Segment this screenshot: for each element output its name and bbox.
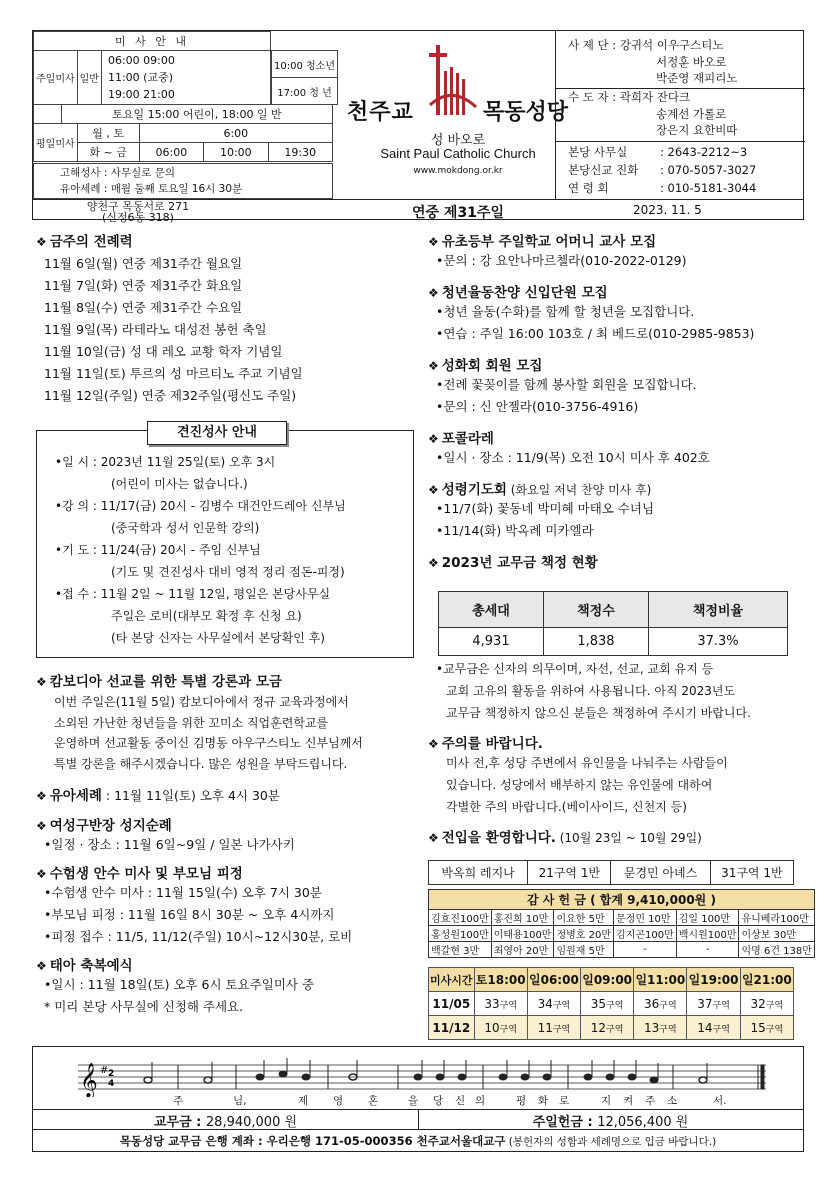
svg-text:4: 4: [108, 1079, 115, 1089]
confession-info: 고해성사 : 사무실로 문의: [60, 167, 175, 179]
welcome-table: 박옥희 레지나 21구역 1반 문경민 아녜스 31구역 1반: [428, 860, 794, 885]
dues-table: 총세대 책정수 책정비율 4,931 1,838 37.3%: [438, 591, 788, 656]
left-column-lower: ❖ 캄보디아 선교를 위한 특별 강론과 모금 이번 주일은(11월 5일) 캄보디아에서 정규 교육과정에서 소외된 가난한 청년들을 위한 꼬미소 직업훈련학교를 운영하며 선교활동 중이신 김명동 아우구스티노 신부님께서 특별 강론을 해주시겠습니다. 많은 성원을 부탁드립니다. ❖ 유아세례 : 11월 11일(토) 오후 4시 30분 ❖ 여성구반장 성지순례 • 일정 · 장소 : 11월 6일~9일 / 일본 나가사키 ❖ 수험생 안수 미사 및 부모님 피정 • 수험생 안수 미사 : 11월 15일(수) 오후 7시 30분 • 부모님 피정 : 11월 16일 8시 30분 ~ 오후 4시까지 • 피정 접수 : 11/5, 11/12(주일) 10시~12시30분, 로비 ❖ 태아 축복예식 • 일시 : 11월 18일(토) 오후 6시 토요주일미사 중 * 미리 본당 사무실에 신청해 주세요.: [36, 670, 421, 1018]
patron-english: Saint Paul Catholic Church: [380, 146, 536, 161]
list-item: 11월 11일(토) 투르의 성 마르티노 주교 기념일: [44, 366, 303, 381]
cross-church-icon: [426, 45, 478, 117]
footer-box: [32, 1046, 804, 1152]
left-column: [36, 230, 416, 407]
right-column: ❖ 유초등부 주일학교 어머니 교사 모집 • 문의 : 강 요안나마르첼라(010-2022-0129) ❖ 청년율동찬양 신입단원 모집 • 청년 율동(수화)를 함께 할 청년을 모집합니다. • 연습 : 주일 16:00 103호 / 최 베드로(010-2985-9853) ❖ 성화회 회원 모집 • 전례 꽃꽂이를 함께 봉사할 회원을 모집합니다. • 문의 : 신 안젤라(010-3756-4916) ❖ 포콜라레 • 일시 · 장소 : 11/9(목) 오전 10시 미사 후 402호 ❖ 성령기도회 (화요일 저녁 찬양 미사 후) • 11/7(화) 꽃동네 박미혜 마태오 수녀님 • 11/14(화) 박옥례 미카엘라 ❖ 2023년 교무금 책정 현황: [428, 230, 798, 571]
dues-total: 교무금 : 28,940,000 원: [153, 1115, 298, 1130]
right-column-lower: • 교무금은 신자의 의무이며, 자선, 선교, 교회 유지 등 교회 고유의 활동을 위하여 사용됩니다. 아직 2023년도 교무금 책정하지 않으신 분들은 책정하여 주시기 바랍니다. ❖ 주의를 바랍니다. 미사 전,후 성당 주변에서 유인물을 나눠주는 사람들이 있습니다. 성당에서 배부하지 않는 유인물에 대하여 각별한 주의 바랍니다.(베이사이드, 신천지 등) ❖ 전입을 환영합니다. (10월 23일 ~ 10월 29일): [428, 658, 798, 846]
welcome-heading: ❖ 전입을 환영합니다. (10월 23일 ~ 10월 29일): [428, 830, 702, 846]
sunday-title: 연중 제31주일: [412, 205, 504, 221]
youth-choir-heading: ❖ 청년율동찬양 신입단원 모집: [428, 285, 608, 301]
pilgrimage-heading: ❖ 여성구반장 성지순례: [36, 818, 172, 834]
sat-row: 토요일 15:00 어린이, 18:00 일 반: [33, 104, 333, 124]
staff-box: [555, 31, 804, 199]
thanks-offering-table: 감 사 헌 금 ( 합계 9,410,000원 ) 김효진100만 홍진희 10만 이요한 5만 문정민 10만 김일 100만 유니베라100만 홍성원100만 이태용100만 정병호 20만 김지곤100만 백시원100만 이상보 30만 백갈현 3만 최영아 20만 임원재 5만 - - 익명 6건 138만: [428, 889, 815, 958]
infant-baptism-info: 유아세례 : 매월 둘째 토요일 16시 30분: [60, 183, 243, 195]
flower-heading: ❖ 성화회 회원 모집: [428, 358, 543, 374]
church-name-right: 목동성당: [483, 100, 569, 125]
regular-label: 일반: [77, 51, 101, 105]
mass-zone-table: 미사시간 토18:00 일06:00 일09:00 일11:00 일19:00 일21:00 11/05 33구역 34구역 35구역 36구역 37구역 32구역 11/12 10구역 11구역 12구역 13구역 14구역 15구역: [428, 967, 794, 1040]
confirmation-box: 견진성사 안내 • 일 시 : 2023년 11월 25일(토) 오후 3시 (어린이 미사는 없습니다.) • 강 의 : 11/17(금) 20시 - 김병수 대건안드레아 신부님 (중국학과 성서 인문학 강의) • 기 도 : 11/24(금) 20시 - 주임 신부님 (기도 및 견진성사 대비 영적 정리 점돈-피정) • 접 수 : 11월 2일 ~ 11월 12일, 평일은 본당사무실 주일은 로비(대부모 확정 후 신청 요) (타 본당 신자는 사무실에서 본당확인 후): [36, 430, 414, 658]
music-staff-icon: [78, 1057, 768, 1097]
header-box: [32, 30, 804, 224]
feasts-heading: ❖ 금주의 전례력: [36, 234, 133, 250]
fetus-blessing-heading: ❖ 태아 축복예식: [36, 958, 133, 974]
sunday-school-heading: ❖ 유초등부 주일학교 어머니 교사 모집: [428, 234, 657, 250]
list-item: 11월 10일(금) 성 대 레오 교황 학자 기념일: [44, 344, 283, 359]
sunday-special: 10:00 청소년 17:00 청 년: [271, 50, 338, 105]
feasts-list: [36, 253, 416, 407]
mass-schedule-title: 미 사 안 내: [34, 32, 271, 51]
exam-mass-heading: ❖ 수험생 안수 미사 및 부모님 피정: [36, 866, 243, 882]
address: 양천구 목동서로 271 (신정6동 318): [86, 200, 190, 224]
priests: 사 제 단 : 강귀석 이우구스티노 서정훈 바오로 박준영 재피리노: [568, 38, 738, 85]
contacts: 본당 사무실 : 2643-2212~3 본당신교 진화 : 070-5057-3027 연 령 회 : 010-5181-3044: [568, 145, 757, 195]
list-item: 11월 6일(월) 연중 제31주간 월요일: [44, 256, 243, 271]
confirmation-title: 견진성사 안내: [147, 421, 287, 445]
svg-text:#: #: [100, 1065, 109, 1076]
patron-korean: 성 바오로: [430, 133, 486, 148]
holy-spirit-heading: ❖ 성령기도회 (화요일 저녁 찬양 미사 후): [428, 482, 652, 498]
website: www.mokdong.or.kr: [413, 166, 503, 176]
dues-heading: ❖ 2023년 교무금 책정 현황: [428, 555, 598, 571]
list-item: 11월 8일(수) 연중 제31주간 수요일: [44, 300, 243, 315]
svg-text:𝄞: 𝄞: [80, 1063, 98, 1097]
church-logo: [333, 31, 583, 199]
bank-account: 목동성당 교무금 은행 계좌 : 우리은행 171-05-000356 천주교서울대교구 (봉헌자의 성함과 세례명으로 입금 바랍니다.): [119, 1134, 717, 1148]
bulletin-date: 2023. 11. 5: [633, 203, 702, 217]
thanks-title: 감 사 헌 금 ( 합계 9,410,000원 ): [429, 890, 815, 910]
caution-heading: ❖ 주의를 바랍니다.: [428, 736, 543, 752]
sunday-offering-total: 주일헌금 : 12,056,400 원: [532, 1115, 689, 1130]
list-item: 11월 9일(목) 라테라노 대성전 봉헌 축일: [44, 322, 267, 337]
sunday-label: 주일미사: [34, 51, 78, 105]
list-item: 11월 7일(화) 연중 제31주간 화요일: [44, 278, 243, 293]
religious: 수 도 자 : 곽희자 잔다크 송계선 가롤로 장은지 요한비따: [568, 90, 738, 137]
focolare-heading: ❖ 포콜라레: [428, 431, 494, 447]
svg-text:2: 2: [108, 1069, 115, 1079]
sunday-times: 06:00 09:00 11:00 (교중) 19:00 21:00: [101, 51, 270, 105]
list-item: 11월 12일(주일) 연중 제32주일(평신도 주일): [44, 388, 297, 403]
infant-baptism-heading: ❖ 유아세례 : 11월 11일(토) 오후 4시 30분: [36, 788, 280, 804]
church-name-left: 천주교: [347, 100, 414, 125]
cambodia-heading: ❖ 캄보디아 선교를 위한 특별 강론과 모금: [36, 674, 282, 690]
weekday-table: 평일미사 월 , 토 6:00 화 ~ 금 06:00 10:00 19:30: [33, 123, 333, 162]
mass-schedule-table: [33, 31, 271, 105]
hymn-lyrics: 주 님, 제 영 혼 을 당 신 의 평 화 로 지 켜 주 소 서.: [173, 1095, 727, 1107]
